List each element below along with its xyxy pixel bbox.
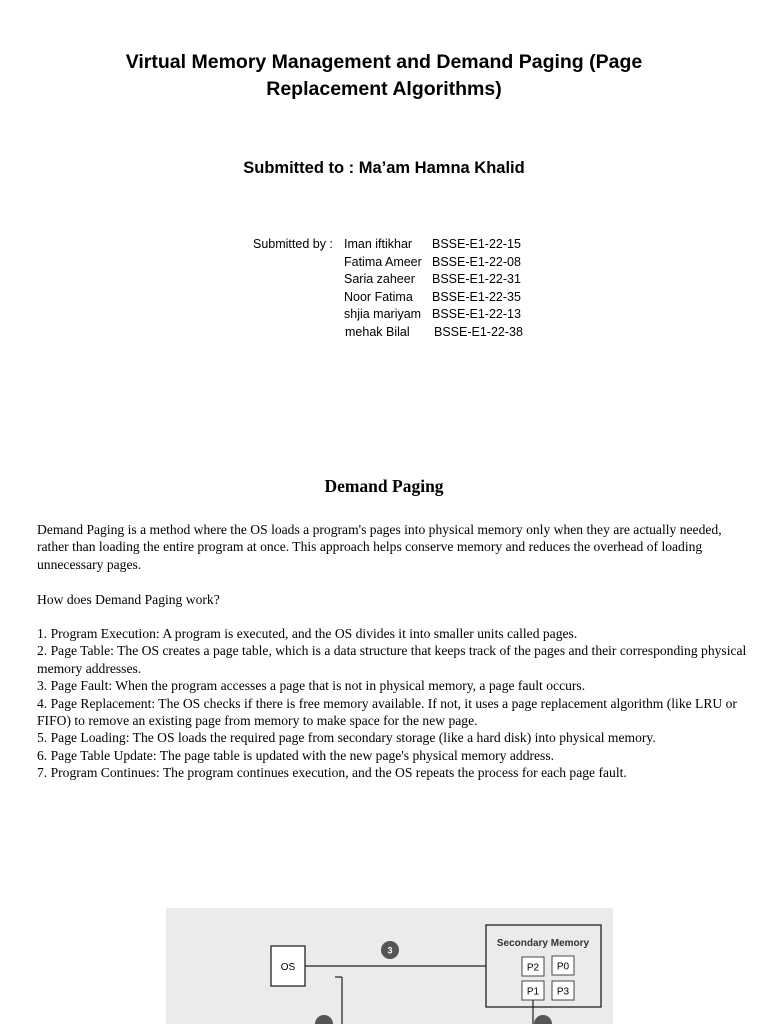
os-label: OS <box>280 962 296 973</box>
member-id: BSSE-E1-22-13 <box>432 307 521 321</box>
step-marker-badge <box>534 1015 552 1024</box>
step-item: 4. Page Replacement: The OS checks if there is free memory available. If not, it uses a page replacement algorithm (like LRU or FIFO) to remove an existing page from memory to make space for the new page. <box>37 695 737 729</box>
submitted-by-label: Submitted by : <box>253 237 333 251</box>
step-item: 7. Program Continues: The program continues execution, and the OS repeats the process for each page fault. <box>37 765 627 781</box>
member-id: BSSE-E1-22-08 <box>432 255 521 269</box>
submitted-to: Submitted to : Ma’am Hamna Khalid <box>243 159 525 177</box>
member-name: Noor Fatima <box>344 290 413 304</box>
page-label: P2 <box>526 962 540 974</box>
page-label: P3 <box>556 986 570 998</box>
page-label: P0 <box>556 961 570 973</box>
step-item: 1. Program Execution: A program is executed, and the OS divides it into smaller units called pages. <box>37 626 578 641</box>
step-item: 6. Page Table Update: The page table is updated with the new page's physical memory address. <box>37 747 555 763</box>
member-name: mehak Bilal <box>345 325 410 339</box>
member-name: Iman iftikhar <box>344 237 413 251</box>
page-label: P1 <box>526 986 540 998</box>
title-line-1: Virtual Memory Management and Demand Paging (Page <box>125 51 643 73</box>
document-title <box>84 49 684 103</box>
step-item: 2. Page Table: The OS creates a page table, which is a data structure that keeps track of the pages and their corresponding physical memory addresses. <box>37 643 747 676</box>
member-name: Saria zaheer <box>344 272 415 286</box>
intro-paragraph: Demand Paging is a method where the OS loads a program's pages into physical memory only when they are actually needed, rather than loading the entire program at once. This approach helps conserve memory and reduces the overhead of loading unnecessary pages. <box>37 522 722 572</box>
title-line-2: Replacement Algorithms) <box>266 78 502 100</box>
question-line: How does Demand Paging work? <box>37 592 220 607</box>
demand-paging-diagram <box>166 908 613 1024</box>
diagram-canvas <box>166 908 613 1024</box>
step-item: 5. Page Loading: The OS loads the required page from secondary storage (like a hard disk) into physical memory. <box>37 730 656 746</box>
member-id: BSSE-E1-22-38 <box>434 325 523 339</box>
steps-list <box>37 625 749 782</box>
step-item: 3. Page Fault: When the program accesses a page that is not in physical memory, a page fault occurs. <box>37 678 586 694</box>
member-id: BSSE-E1-22-15 <box>432 237 521 251</box>
member-id: BSSE-E1-22-31 <box>432 272 521 286</box>
secondary-memory-label: Secondary Memory <box>496 938 590 949</box>
member-name: shjia mariyam <box>344 307 422 321</box>
member-name: Fatima Ameer <box>344 255 422 269</box>
step-marker-label: 3 <box>387 945 393 956</box>
member-id: BSSE-E1-22-35 <box>432 290 521 304</box>
step-marker-badge <box>315 1015 333 1024</box>
section-heading: Demand Paging <box>324 476 444 496</box>
